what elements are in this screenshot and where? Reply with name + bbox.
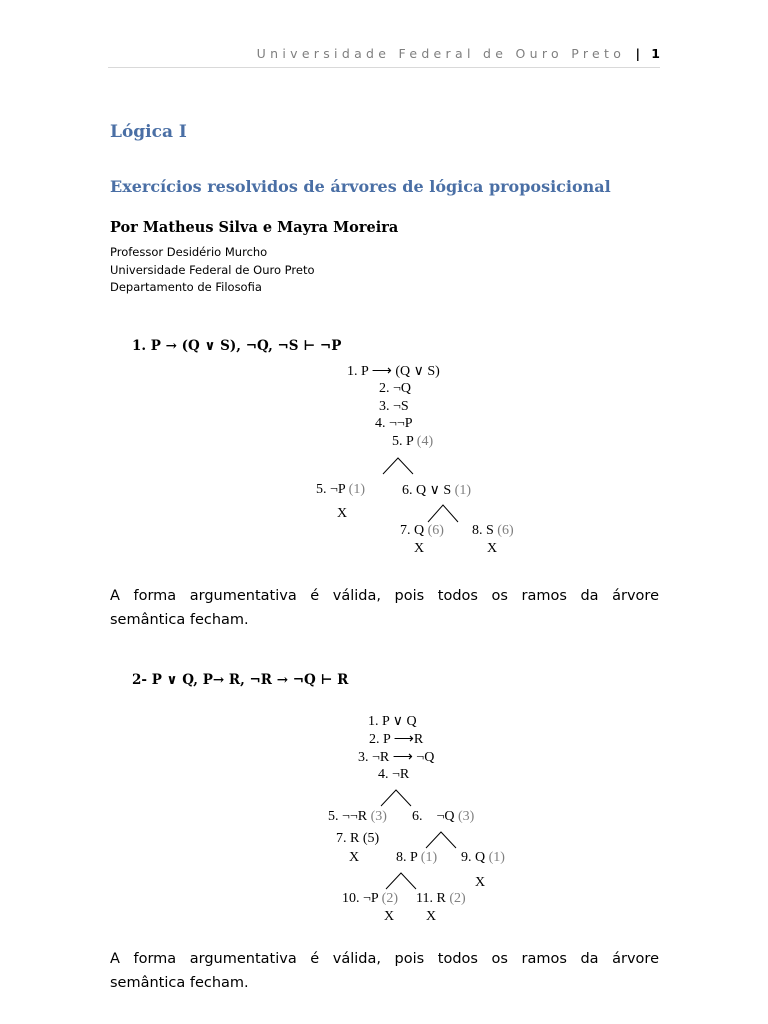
exercise-2-conclusion-line-2: semântica fecham. [110, 975, 249, 991]
ex2-close-2: X [475, 875, 486, 890]
ex2-node-7: 7. R (5) [336, 831, 380, 846]
ex1-node-1: 1. P ⟶ (Q ∨ S) [347, 364, 440, 379]
ex1-node-8-label: 8. S [472, 523, 494, 538]
document-subtitle: Exercícios resolvidos de árvores de lógica proposicional [110, 177, 611, 196]
university-line: Universidade Federal de Ouro Preto [110, 263, 315, 277]
ex2-node-8-ref: (1) [420, 850, 438, 865]
ex1-right-6-ref: (1) [454, 483, 471, 498]
ex2-node-11-label: 11. R [416, 891, 446, 906]
professor-line: Professor Desidério Murcho [110, 245, 268, 259]
page-number: 1 [651, 46, 660, 61]
exercise-2-statement: 2- P ∨ Q, P→ R, ¬R → ¬Q ⊢ R [132, 672, 349, 688]
ex2-node-9-label: 9. Q [461, 850, 486, 865]
ex1-close-3: X [487, 541, 498, 556]
ex1-left-5-label: 5. ¬P [316, 482, 346, 497]
header-separator: | [635, 46, 641, 61]
ex1-right-6-label: 6. Q ∨ S [402, 483, 452, 498]
ex2-node-1: 1. P ∨ Q [368, 714, 417, 729]
ex2-node-11-ref: (2) [449, 891, 466, 906]
ex2-branch-1 [381, 790, 411, 806]
ex1-left-5-ref: (1) [348, 482, 365, 497]
ex1-node-4: 4. ¬¬P [375, 416, 413, 431]
exercise-2-conclusion-line-1: A forma argumentativa é válida, pois todos os ramos da árvore [110, 951, 659, 967]
ex1-node-3: 3. ¬S [379, 399, 409, 414]
ex2-node-10-ref: (2) [381, 891, 398, 906]
exercise-1-conclusion-line-2: semântica fecham. [110, 612, 249, 628]
exercise-1-statement: 1. P → (Q ∨ S), ¬Q, ¬S ⊢ ¬P [132, 338, 342, 354]
ex1-node-8-ref: (6) [497, 523, 514, 538]
ex1-node-7-ref: (6) [427, 523, 444, 538]
ex2-left-5-label: 5. ¬¬R [328, 809, 368, 824]
ex2-branch-2 [426, 832, 456, 848]
ex2-left-5-ref: (3) [370, 809, 387, 824]
ex2-node-3: 3. ¬R ⟶ ¬Q [358, 750, 435, 765]
department-line: Departamento de Filosofia [110, 280, 262, 294]
ex1-branch-2 [428, 505, 458, 522]
header-title: Universidade Federal de Ouro Preto [256, 46, 626, 61]
ex1-branch-1 [383, 458, 413, 474]
ex2-node-9-ref: (1) [488, 850, 505, 865]
ex2-right-6-ref: (3) [458, 809, 475, 824]
ex2-close-1: X [349, 850, 360, 865]
ex1-node-5-ref: (4) [416, 434, 434, 449]
ex1-close-1: X [337, 506, 348, 521]
ex1-close-2: X [414, 541, 425, 556]
ex2-close-3: X [384, 909, 395, 924]
ex2-node-8-label: 8. P [396, 850, 418, 865]
ex1-node-7-label: 7. Q [400, 523, 425, 538]
ex2-branch-3 [386, 873, 416, 889]
ex2-node-10-label: 10. ¬P [342, 891, 379, 906]
ex2-node-2: 2. P ⟶R [369, 732, 424, 747]
document-title: Lógica I [110, 122, 187, 142]
ex1-node-2: 2. ¬Q [379, 381, 412, 396]
ex1-node-5-label: 5. P [392, 434, 414, 449]
authors: Por Matheus Silva e Mayra Moreira [110, 219, 399, 236]
exercise-1-conclusion-line-1: A forma argumentativa é válida, pois todos os ramos da árvore [110, 588, 659, 604]
ex2-right-6-label: 6. ¬Q [412, 809, 455, 824]
ex2-close-4: X [426, 909, 437, 924]
ex2-node-4: 4. ¬R [378, 767, 410, 782]
